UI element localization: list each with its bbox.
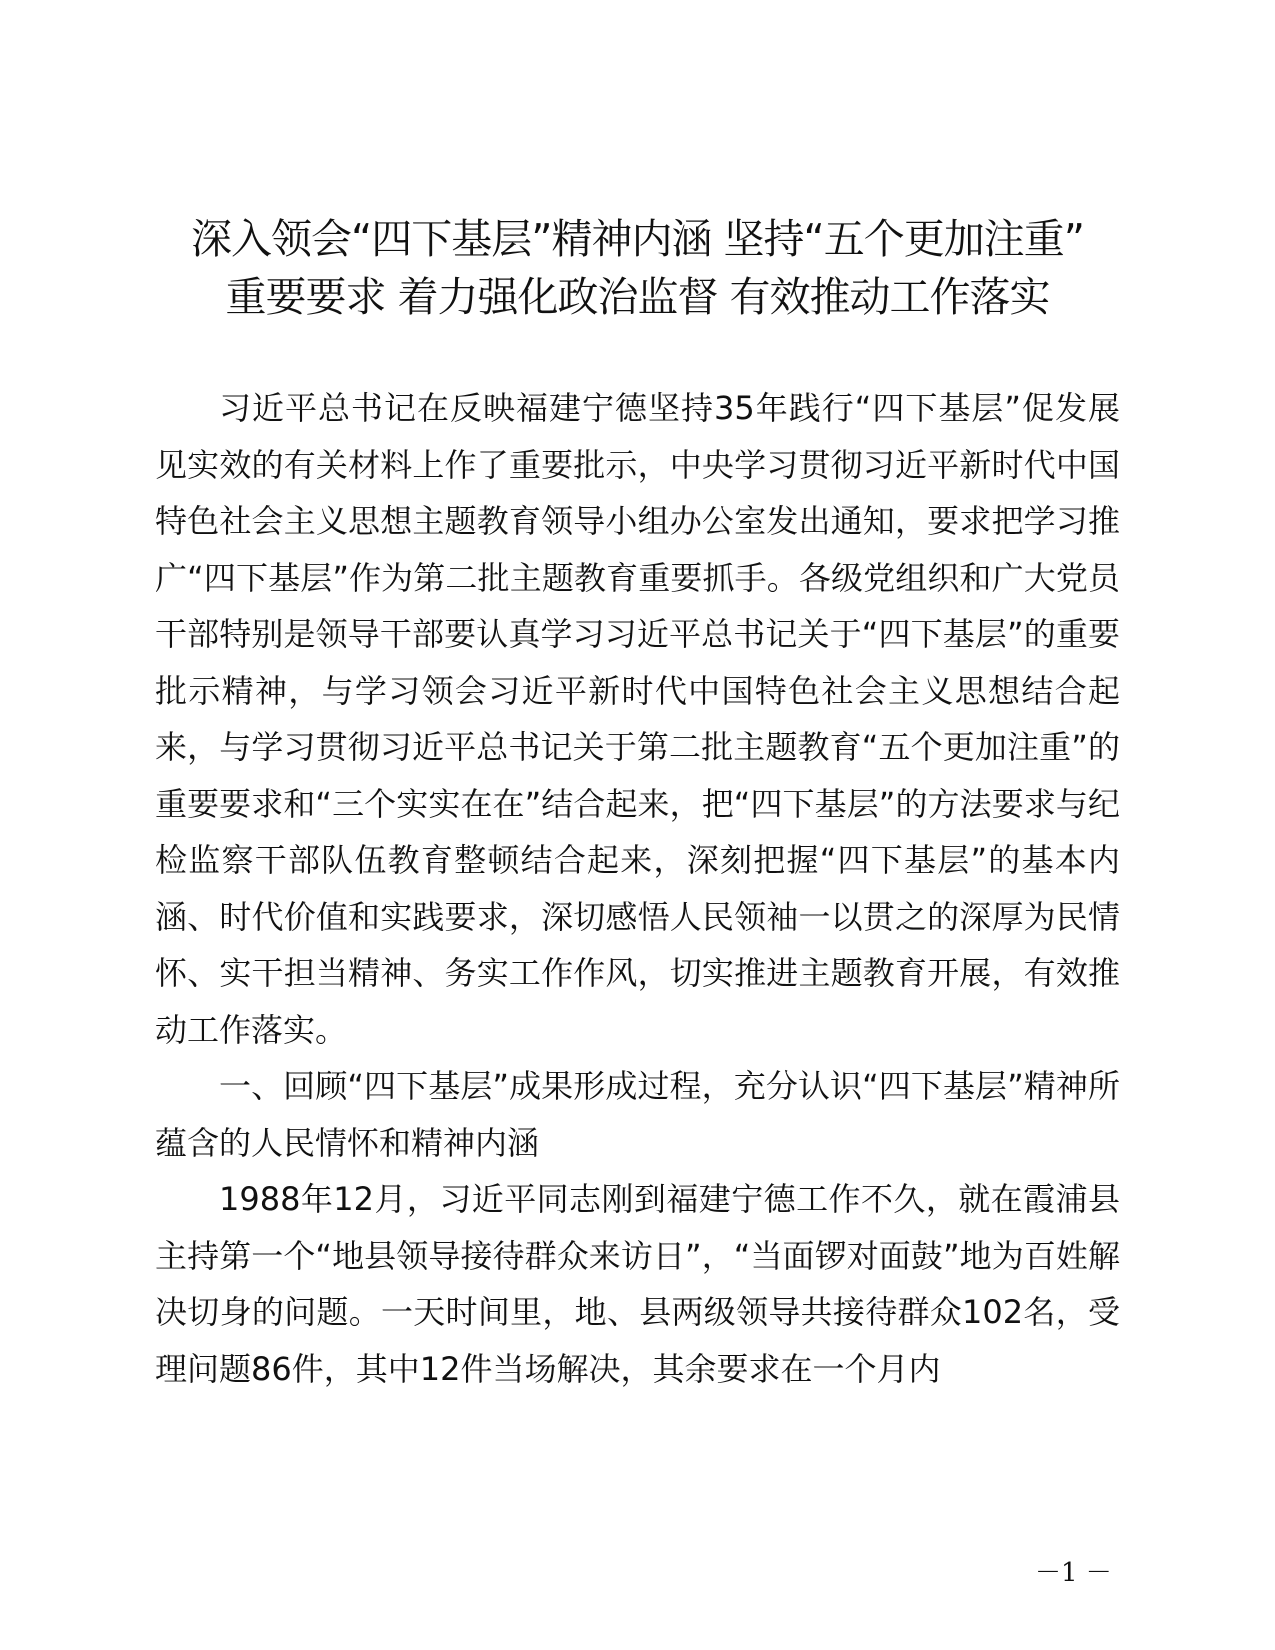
title-line-2: 重要要求 着力强化政治监督 有效推动工作落实 xyxy=(225,273,1050,321)
page-number: －1 － xyxy=(1035,1558,1112,1588)
document-title xyxy=(130,210,1145,326)
title-line-1: 深入领会“四下基层”精神内涵 坚持“五个更加注重” xyxy=(191,215,1084,263)
section-heading-1: 一、回顾“四下基层”成果形成过程，充分认识“四下基层”精神所蕴含的人民情怀和精神内涵 xyxy=(155,1067,1120,1162)
paragraph-section-1: 1988年12月，习近平同志刚到福建宁德工作不久，就在霞浦县主持第一个“地县领导接待群众来访日”，“当面锣对面鼓”地为百姓解决切身的问题。一天时间里，地、县两级领导共接待群众102名，受理问题86件，其中12件当场解决，其余要求在一个月内 xyxy=(155,1180,1120,1388)
paragraph-intro: 习近平总书记在反映福建宁德坚持35年践行“四下基层”促发展见实效的有关材料上作了重要批示，中央学习贯彻习近平新时代中国特色社会主义思想主题教育领导小组办公室发出通知，要求把学习推广“四下基层”作为第二批主题教育重要抓手。各级党组织和广大党员干部特别是领导干部要认真学习习近平总书记关于“四下基层”的重要批示精神，与学习领会习近平新时代中国特色社会主义思想结合起来，与学习贯彻习近平总书记关于第二批主题教育“五个更加注重”的重要要求和“三个实实在在”结合起来，把“四下基层”的方法要求与纪检监察干部队伍教育整顿结合起来，深刻把握“四下基层”的基本内涵、时代价值和实践要求，深切感悟人民领袖一以贯之的深厚为民情怀、实干担当精神、务实工作作风，切实推进主题教育开展，有效推动工作落实。 xyxy=(155,389,1120,1049)
document-body xyxy=(155,380,1120,1397)
